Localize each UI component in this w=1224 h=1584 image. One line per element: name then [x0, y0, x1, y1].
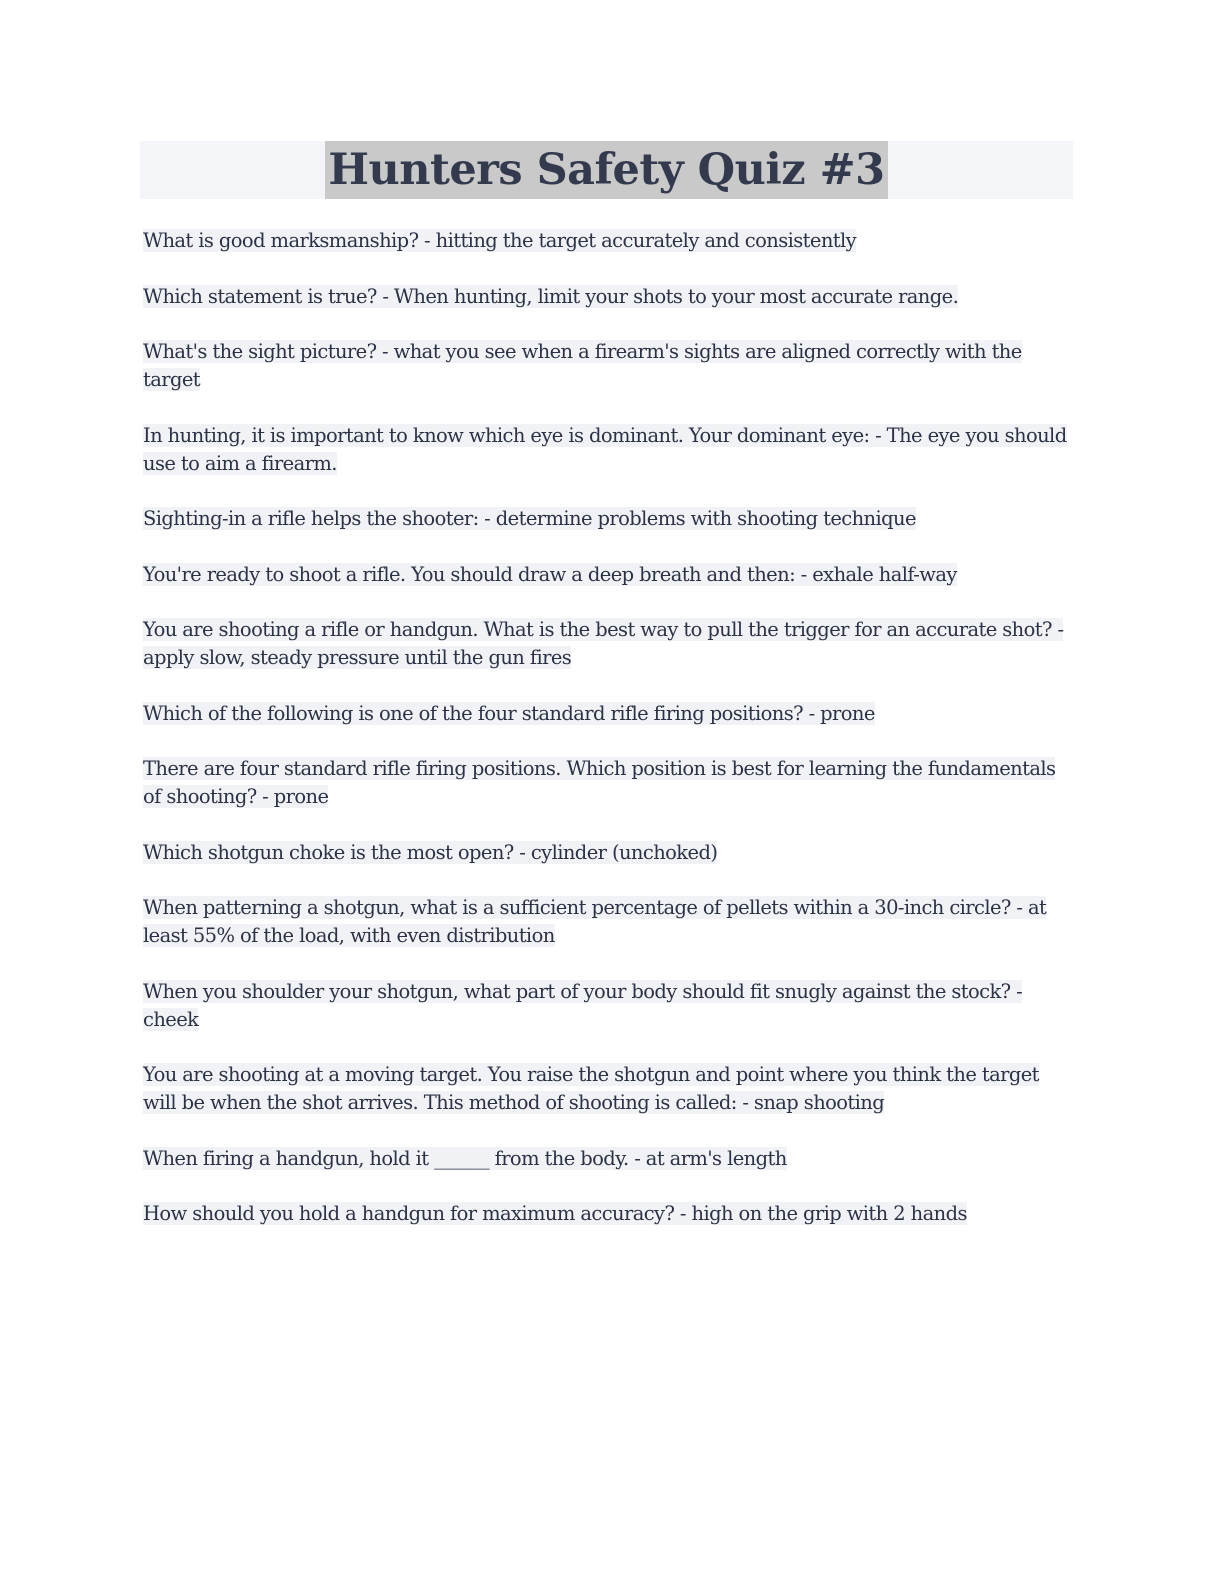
qa-item [143, 978, 1068, 1034]
qa-item [143, 1200, 1068, 1228]
qa-item [143, 1061, 1068, 1117]
qa-text: When you shoulder your shotgun, what part of your body should fit snugly against the stock? - cheek [143, 979, 1023, 1031]
qa-text: You are shooting at a moving target. You raise the shotgun and point where you think the target will be when the shot arrives. This method of shooting is called: - snap shooting [143, 1063, 1039, 1114]
qa-item [143, 227, 1068, 255]
qa-item [143, 755, 1068, 811]
qa-text: There are four standard rifle firing positions. Which position is best for learning the fundamentals of shooting? - prone [143, 757, 1056, 808]
qa-text: When patterning a shotgun, what is a sufficient percentage of pellets within a 30-inch circle? - at least 55% of the load, with even distribution [143, 896, 1047, 947]
qa-item [143, 1145, 1068, 1173]
qa-text: You are shooting a rifle or handgun. What is the best way to pull the trigger for an accurate shot? - apply slow, steady pressure until the gun fires [143, 618, 1064, 669]
qa-text: Which statement is true? - When hunting, limit your shots to your most accurate range. [143, 284, 959, 308]
qa-list [143, 227, 1068, 1256]
qa-item [143, 700, 1068, 728]
qa-text: How should you hold a handgun for maximum accuracy? - high on the grip with 2 hands [143, 1202, 967, 1225]
qa-item [143, 505, 1068, 533]
qa-text: In hunting, it is important to know which eye is dominant. Your dominant eye: - The eye you should use to aim a firearm. [143, 423, 1067, 475]
page-title: Hunters Safety Quiz #3 [325, 141, 887, 199]
qa-item [143, 561, 1068, 589]
qa-text: Which of the following is one of the four standard rifle firing positions? - prone [143, 701, 875, 725]
qa-text: What is good marksmanship? - hitting the target accurately and consistently [143, 229, 857, 252]
qa-text: Sighting-in a rifle helps the shooter: - determine problems with shooting technique [143, 507, 916, 530]
qa-text: When firing a handgun, hold it ______ from the body. - at arm's length [143, 1146, 787, 1170]
qa-item [143, 338, 1068, 394]
qa-text: You're ready to shoot a rifle. You should draw a deep breath and then: - exhale half-way [143, 562, 957, 586]
title-band [140, 141, 1073, 199]
qa-text: What's the sight picture? - what you see when a firearm's sights are aligned correctly with the target [143, 340, 1022, 391]
qa-item [143, 616, 1068, 672]
qa-item [143, 839, 1068, 867]
qa-item [143, 422, 1068, 478]
qa-item [143, 894, 1068, 950]
qa-text: Which shotgun choke is the most open? - cylinder (unchoked) [143, 840, 718, 864]
qa-item [143, 283, 1068, 311]
